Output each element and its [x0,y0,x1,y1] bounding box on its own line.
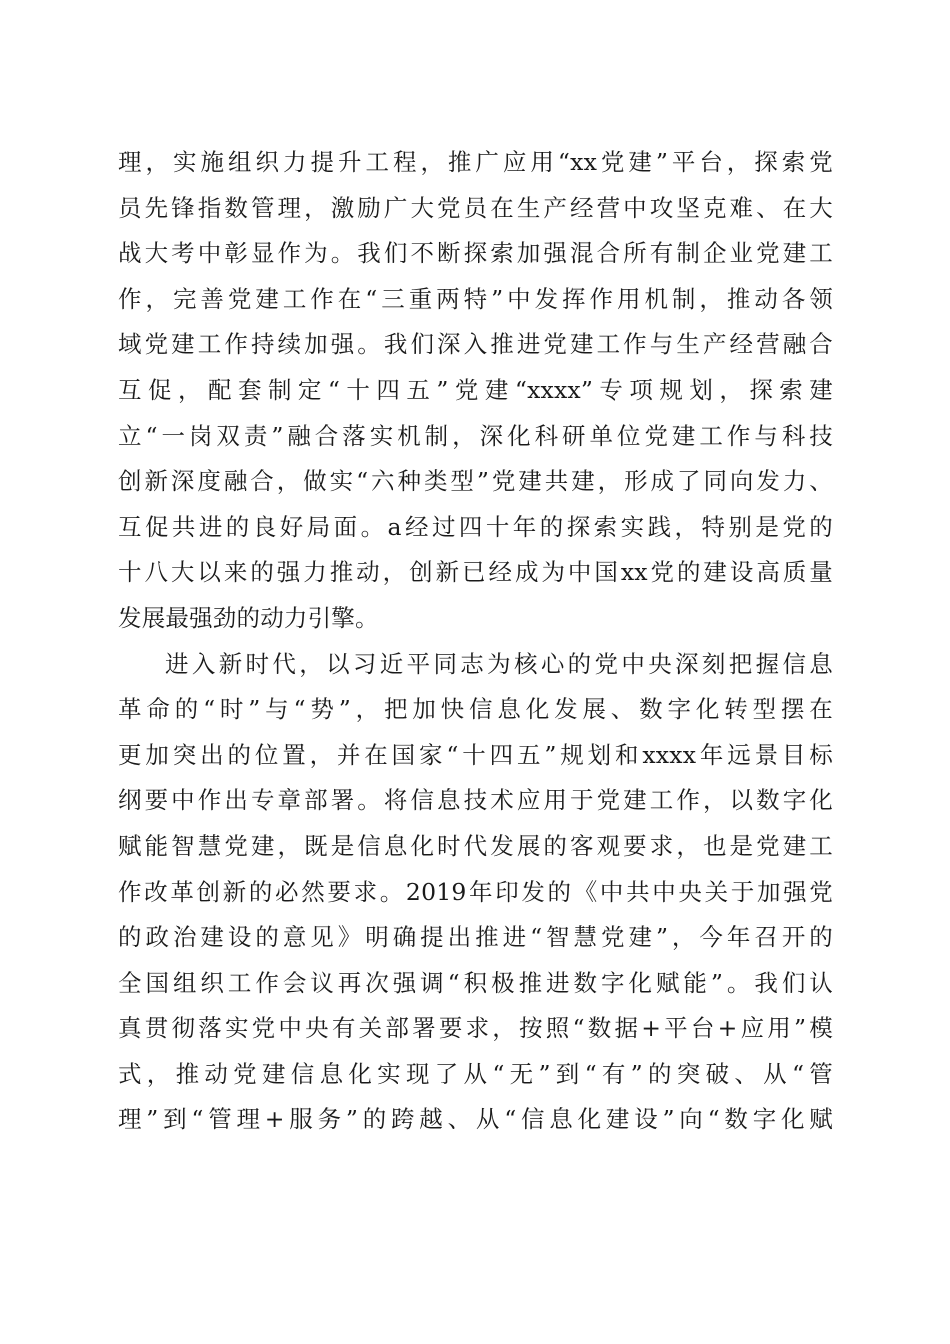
text-line: 的政治建设的意见》明确提出推进“智慧党建”，今年召开的 [118,923,833,952]
text-line: 立“一岗双责”融合落实机制，深化科研单位党建工作与科技 [118,421,833,450]
text-line: 作，完善党建工作在“三重两特”中发挥作用机制，推动各领 [118,284,833,313]
text-line: 域党建工作持续加强。我们深入推进党建工作与生产经营融合 [118,330,833,359]
text-line: 十八大以来的强力推动，创新已经成为中国xx党的建设高质量 [118,558,833,587]
text-line: 互促共进的良好局面。a经过四十年的探索实践，特别是党的 [118,512,833,541]
paragraph-2 [118,642,833,1144]
text-line: 更加突出的位置，并在国家“十四五”规划和xxxx年远景目标 [118,740,833,769]
paragraph-1 [118,140,833,642]
text-line: 战大考中彰显作为。我们不断探索加强混合所有制企业党建工 [118,239,833,268]
document-body [118,140,833,1143]
text-line: 理”到“管理+服务”的跨越、从“信息化建设”向“数字化赋 [118,1105,833,1134]
text-line: 纲要中作出专章部署。将信息技术应用于党建工作，以数字化 [118,786,833,815]
text-line: 创新深度融合，做实“六种类型”党建共建，形成了同向发力、 [118,467,833,496]
text-line: 作改革创新的必然要求。2019年印发的《中共中央关于加强党 [118,877,833,906]
text-line: 发展最强劲的动力引擎。 [118,603,379,632]
text-line: 互促，配套制定“十四五”党建“xxxx”专项规划，探索建 [118,375,833,404]
text-line: 赋能智慧党建，既是信息化时代发展的客观要求，也是党建工 [118,831,833,860]
text-line: 员先锋指数管理，激励广大党员在生产经营中攻坚克难、在大 [118,193,833,222]
text-line: 全国组织工作会议再次强调“积极推进数字化赋能”。我们认 [118,968,833,997]
text-line: 式，推动党建信息化实现了从“无”到“有”的突破、从“管 [118,1059,833,1088]
text-line: 真贯彻落实党中央有关部署要求，按照“数据+平台+应用”模 [118,1014,833,1043]
text-line: 理，实施组织力提升工程，推广应用“xx党建”平台，探索党 [118,148,833,176]
text-line: 革命的“时”与“势”，把加快信息化发展、数字化转型摆在 [118,695,833,724]
text-line: 进入新时代，以习近平同志为核心的党中央深刻把握信息 [165,649,833,678]
